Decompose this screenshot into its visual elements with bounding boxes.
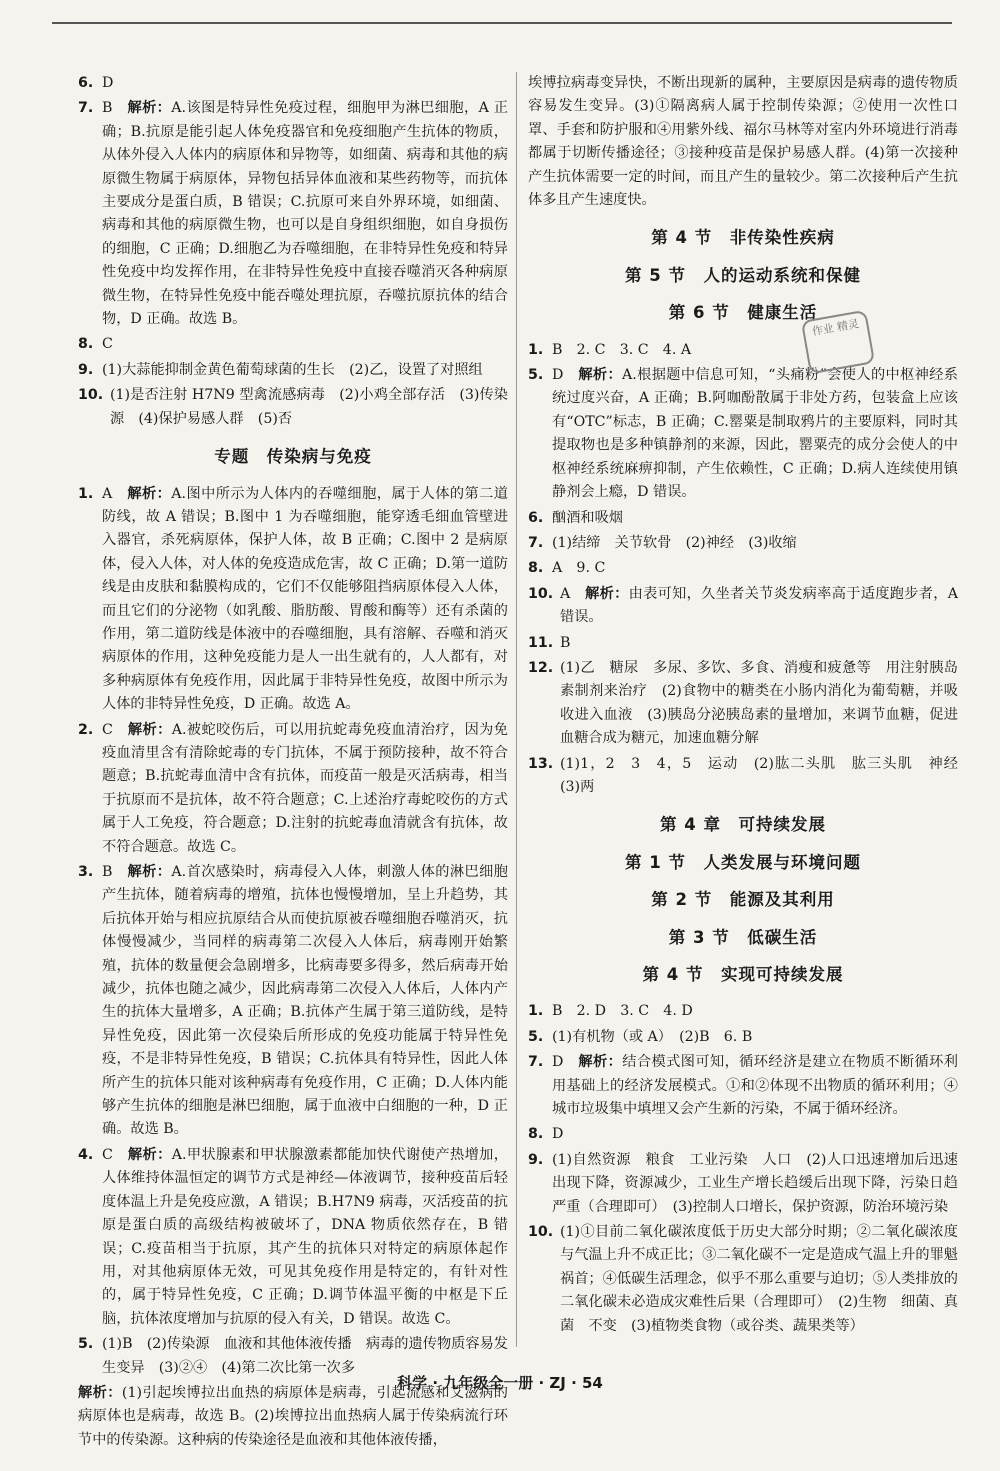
answer-7: 7. B 解析：A.该图是特异性免疫过程，细胞甲为淋巴细胞，A 正确；B.抗原是能引起人体免疫器官和免疫细胞产生抗体的物质，从体外侵入人体内的病原体和异物等，如细菌、病毒和其他的病原微生物属于病原体，异物包括异体血液和某些药物等，而抗体主要成分是蛋白质，B 错误；C.抗原可来自外界环境，如细菌、病毒和其他的病原微生物，也可以是自身组织细胞，如自身损伤的细胞，C 正确；D.细胞乙为吞噬细胞，在非特异性免疫和特异性免疫中均发挥作用，在非特异性免疫中直接吞噬消灭各种病原微生物，在特异性免疫中能吞噬处理抗原，吞噬抗原抗体的结合物，D 正确。故选 B。 (78, 100, 508, 328)
answer-8-9: 8. A 9. C (528, 560, 606, 577)
answer-11: 11. B (528, 634, 571, 651)
answer-8: 8. D (528, 1126, 564, 1143)
section-title: 第 2 节 能源及其利用 (651, 890, 835, 910)
continued-analysis: 埃博拉病毒变异快，不断出现新的属种，主要原因是病毒的遗传物质容易发生变异。(3)①隔离病人属于控制传染源；②使用一次性口罩、手套和防护服和④用紫外线、福尔马林等对室内外环境进行消毒都属于切断传播途径；③接种疫苗是保护易感人群。(4)第一次接种产生抗体需要一定的时间，而且产生的量较少。第二次接种后产生抗体多且产生速度快。 (528, 75, 958, 209)
column-divider (516, 72, 517, 1347)
homework-stamp: 作业 精灵 (801, 310, 875, 375)
topic-answer-2: 2. C 解析：A.被蛇咬伤后，可以用抗蛇毒免疫血清治疗，因为免疫血清里含有清除蛇毒的专门抗体，不属于预防接种，故不符合题意；B.抗蛇毒血清中含有抗体，而疫苗一般是灭活病毒，相当于抗原而不是抗体，故不符合题意；C.上述治疗毒蛇咬伤的方式属于人工免疫，符合题意；D.注射的抗蛇毒血清就含有抗体，故不符合题意。故选 C。 (78, 721, 508, 855)
answer-12: 12. (1)乙 糖尿 多尿、多饮、多食、消瘦和疲惫等 用注射胰岛素制剂来治疗 (2)食物中的糖类在小肠内消化为葡萄糖，并吸收进入血液 (3)胰岛分泌胰岛素的量增加，来调节血糖，促进血糖合成为糖元，加速血糖分解 (528, 659, 958, 747)
section-title: 第 3 节 低碳生活 (668, 927, 818, 947)
answer-1-4: 1. B 2. D 3. C 4. D (528, 1003, 693, 1020)
answer-8: 8. C (78, 336, 113, 353)
section-title: 第 4 节 实现可持续发展 (642, 965, 844, 984)
answer-6: 6. 酗酒和吸烟 (528, 509, 623, 526)
right-column (528, 72, 973, 1340)
page-footer: 科学 · 九年级全一册 · ZJ · 54 (397, 1374, 603, 1392)
answer-13: 13. (1)1，2 3 4，5 运动 (2)肱二头肌 肱三头肌 神经 (3)两 (528, 755, 973, 795)
answer-9: 9. (1)自然资源 粮食 工业污染 人口 (2)人口迅速增加后迅速出现下降，资源减少，工业生产增长趋缓后出现下降，污染日趋严重（合理即可） (3)控制人口增长，保护资源，防治环境污染 (528, 1151, 958, 1215)
answer-1-4: 1. B 2. C 3. C 4. A (528, 341, 692, 358)
answer-7: 7. D 解析：结合模式图可知，循环经济是建立在物质不断循环利用基础上的经济发展模式。①和②体现不出物质的循环利用；④城市垃圾集中填埋又会产生新的污染，不属于循环经济。 (528, 1054, 958, 1118)
topic-answer-5-analysis: 解析：(1)引起埃博拉出血热的病原体是病毒，引起流感和艾滋病的病原体也是病毒，故选 B。(2)埃博拉出血热病人属于传染病流行环节中的传染源。这种病的传染途径是血液和其他体液传播， (78, 1384, 508, 1448)
section-title: 第 5 节 人的运动系统和保健 (625, 265, 861, 285)
answer-6: 6. D (78, 75, 114, 91)
answer-7: 7. (1)结缔 关节软骨 (2)神经 (3)收缩 (528, 534, 797, 551)
answer-9: 9. (1)大蒜能抑制金黄色葡萄球菌的生长 (2)乙，设置了对照组 (78, 361, 483, 378)
left-column (78, 72, 508, 1454)
section-title: 第 4 节 非传染性疾病 (651, 228, 835, 248)
chapter-title: 第 4 章 可持续发展 (660, 815, 826, 835)
answer-10: 10. (1)①目前二氧化碳浓度低于历史大部分时期；②二氧化碳浓度与气温上升不成正比；③二氧化碳不一定是造成气温上升的罪魁祸首；④低碳生活理念，似乎不那么重要与迫切；⑤人类排放的二氧化碳未必造成灾难性后果（合理即可） (2)生物 细菌、真菌 不变 (3)植物类食物（或谷类、蔬果类等） (528, 1224, 958, 1334)
topic-answer-3: 3. B 解析：A.首次感染时，病毒侵入人体，刺激人体的淋巴细胞产生抗体，随着病毒的增殖，抗体也慢慢增加，呈上升趋势，其后抗体开始与相应抗原结合从而使抗原被吞噬细胞吞噬消灭，抗体慢慢减少，当同样的病毒第二次侵入人体后，病毒刚开始繁殖，抗体的数量便会急剧增多，比病毒要多得多，然后病毒开始减少，抗体也随之减少，因此病毒第二次侵入人体后，人体内产生的抗体大量增多，A 正确；B.抗体产生属于第三道防线，是特异性免疫，因此第一次侵染后所形成的免疫功能属于特异性免疫，不是非特异性免疫，B 错误；C.抗体具有特异性，因此人体所产生的抗体只能对该种病毒有免疫作用，C 正确；D.人体内能够产生抗体的细胞是淋巴细胞，属于血液中白细胞的一种，D 正确。故选 B。 (78, 864, 508, 1138)
topic-answer-5: 5. (1)B (2)传染源 血液和其他体液传播 病毒的遗传物质容易发生变异 (3)②④ (4)第二次比第一次多 (78, 1336, 508, 1376)
topic-answer-4: 4. C 解析：A.甲状腺素和甲状腺激素都能加快代谢使产热增加，人体维持体温恒定的调节方式是神经—体液调节，接种疫苗后轻度体温上升是免疫应激，A 错误；B.H7N9 病毒，灭活疫苗的抗原是蛋白质的高级结构被破坏了，DNA 物质依然存在，B 错误；C.疫苗相当于抗原，其产生的抗体只对特定的病原体起作用，对其他病原体无效，可见其免疫作用是特定的，有针对性的，属于特异性免疫，C 正确；D.调节体温平衡的中枢是下丘脑，抗体浓度增加与抗原的侵入有关，D 错误。故选 C。 (78, 1146, 508, 1327)
section-title: 第 1 节 人类发展与环境问题 (625, 852, 861, 872)
answer-10: 10. (1)是否注射 H7N9 型禽流感病毒 (2)小鸡全部存活 (3)传染源 (4)保护易感人群 (5)否 (78, 387, 508, 427)
topic-answer-1: 1. A 解析：A.图中所示为人体内的吞噬细胞，属于人体的第二道防线，故 A 错误；B.图中 1 为吞噬细胞，能穿透毛细血管壁进入器官，杀死病原体，保护人体，故 B 正确；C.图中 2 是病原体，侵入人体，对人体的免疫造成危害，故 C 正确；D.第一道防线是由皮肤和黏膜构成的，它们不仅能够阻挡病原体侵入人体，而且它们的分泌物（如乳酸、脂肪酸、胃酸和酶等）还有杀菌的作用，第二道防线是体液中的吞噬细胞，具有溶解、吞噬和消灭病原体的作用，这种免疫能力是人一出生就有的，人人都有，对多种病原体有免疫作用，因此属于非特异性免疫，故图中所示为人体的非特异性免疫，D 正确。故选 A。 (78, 485, 508, 713)
answer-5-6: 5. (1)有机物（或 A） (2)B 6. B (528, 1028, 753, 1045)
section-title: 专题 传染病与免疫 (214, 447, 372, 467)
section-title: 第 6 节 健康生活 (668, 303, 818, 323)
answer-5: 5. D 解析：A.根据题中信息可知，“头痛粉”会使人的中枢神经系统过度兴奋，A 正确；B.阿咖酚散属于非处方药，包装盒上应该有“OTC”标志，B 正确；C.罂粟是制取鸦片的主要原料，同时其提取物也是多种镇静剂的来源，因此，罂粟壳的成分会使人的中枢神经系统麻痹抑制，产生依赖性，C 正确；D.病人连续使用镇静剂会上瘾，D 错误。 (528, 367, 958, 501)
answer-10: 10. A 解析：由表可知，久坐者关节炎发病率高于适度跑步者，A 错误。 (528, 585, 958, 626)
top-rule (52, 22, 952, 24)
